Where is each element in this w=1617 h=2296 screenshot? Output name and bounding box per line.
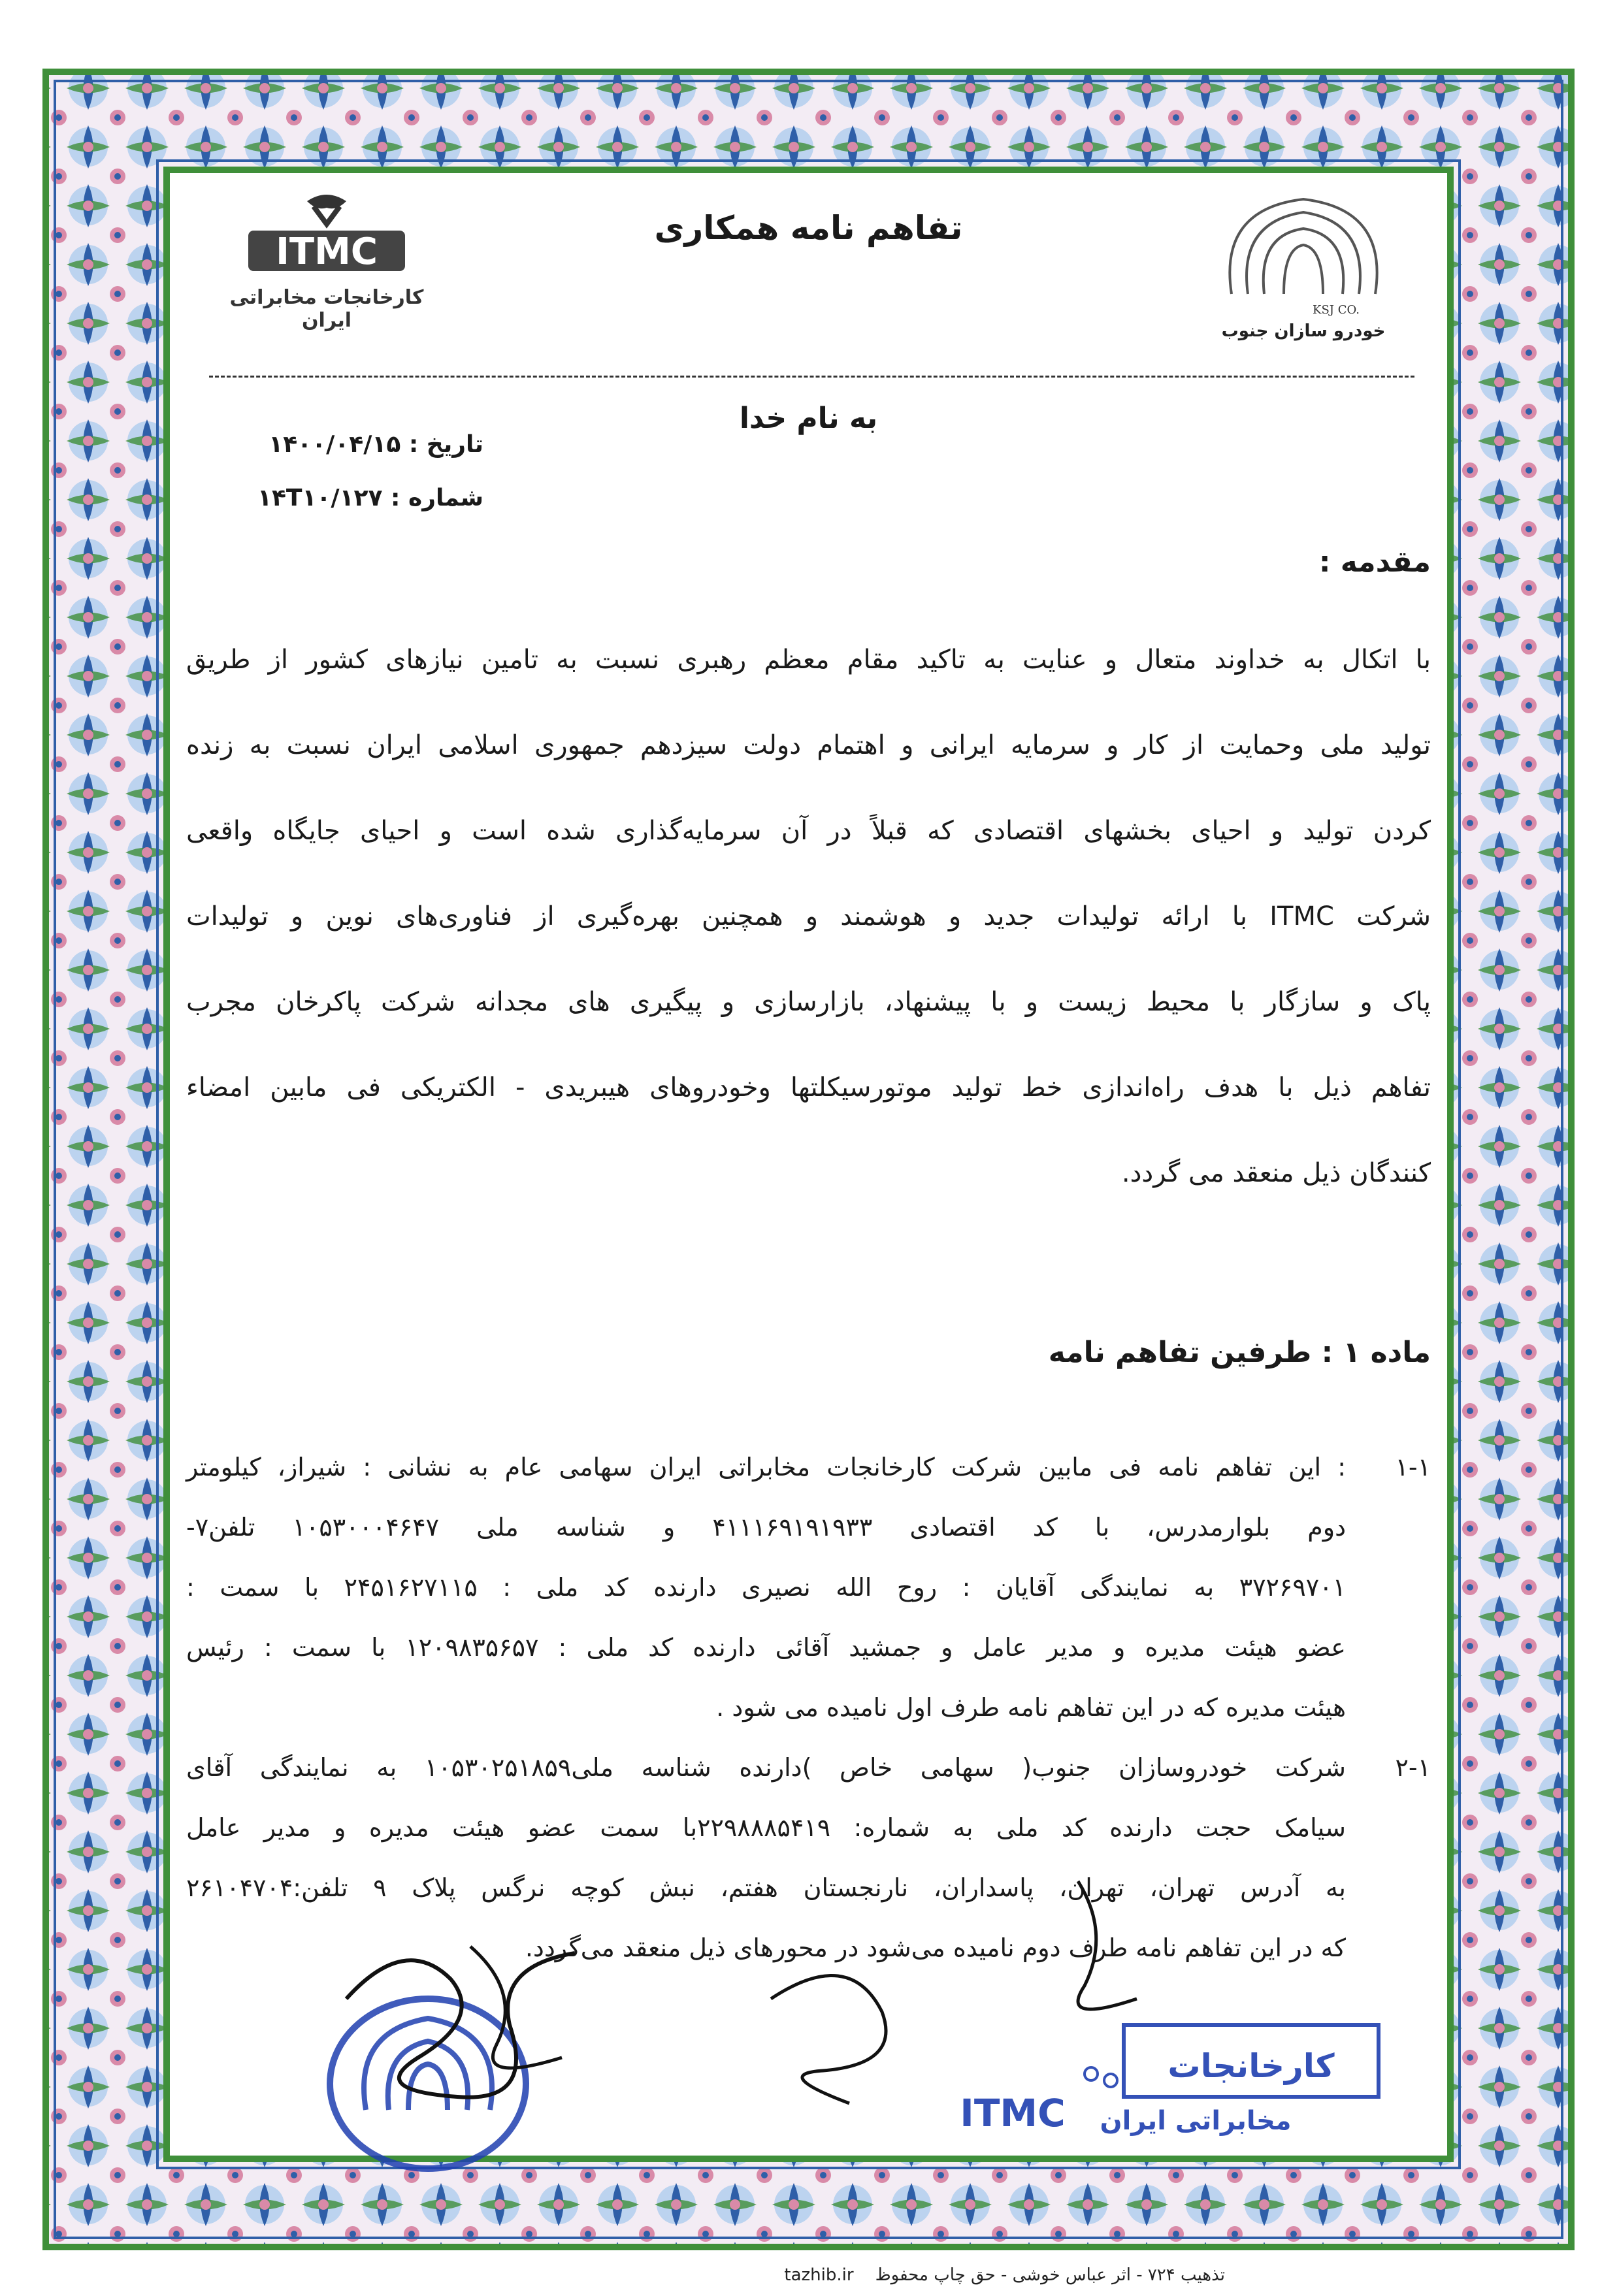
header-divider — [209, 376, 1414, 378]
clause-1-1 — [186, 1437, 1431, 1738]
clause-line: به آدرس تهران، تهران، پاسداران، نارنجستان هفتم، نبش کوچه نرگس پلاک ۹ تلفن:۲۶۱۰۴۷۰۴ — [186, 1873, 1346, 1902]
document-meta — [209, 418, 483, 525]
itmc-logo-caption: کارخانجات مخابراتی ایران — [229, 286, 424, 332]
document-body — [176, 176, 1441, 2149]
intro-line: پاک و سازگار با محیط زیست و با پیشنهاد، بازارسازی و پیگیری های مجدانه شرکت پاکرخان مجرب — [186, 987, 1431, 1017]
date-row — [209, 418, 483, 472]
clause-1-2 — [186, 1738, 1431, 1978]
number-value: ۱۴T۱۰/۱۲۷ — [257, 485, 383, 511]
ksj-logo-mark: KSJ CO. — [1313, 303, 1360, 317]
article-heading: ماده ۱ : طرفین تفاهم نامه — [1048, 1336, 1431, 1369]
itmc-logo-mark: ITMC — [276, 231, 378, 273]
clause-body — [186, 1437, 1346, 1738]
intro-line: کنندگان ذیل منعقد می گردد. — [1121, 1158, 1431, 1188]
intro-line: شرکت ITMC با ارائه تولیدات جدید و هوشمند و همچنین بهره‌گیری از فناوری‌های نوین و تولیدات — [186, 901, 1431, 931]
clause-number: ۱-۱ — [1395, 1453, 1431, 1481]
number-row — [209, 472, 483, 525]
date-value: ۱۴۰۰/۰۴/۱۵ — [269, 431, 401, 458]
number-label: شماره : — [391, 485, 483, 511]
itmc-stamp-text: کارخانجات — [1168, 2047, 1335, 2085]
itmc-stamp-mark: ITMC — [960, 2091, 1066, 2135]
clause-line: ۳۷۲۶۹۷۰۱ به نمایندگی آقایان : روح الله نصیری دارنده کد ملی : ۲۴۵۱۶۲۷۱۱۵ با سمت : — [186, 1573, 1346, 1602]
intro-line: تفاهم ذیل با هدف راه‌اندازی خط تولید موتورسیکلتها وخودروهای هیبریدی - الکتریکی فی مابین امضاء — [186, 1073, 1431, 1103]
intro-line: تولید ملی وحمایت از کار و سرمایه ایرانی و اهتمام دولت سیزدهم جمهوری اسلامی ایران نسبت به زنده — [186, 730, 1431, 760]
ksj-logo-caption: خودرو سازان جنوب — [1221, 321, 1386, 341]
intro-line: با اتکال به خداوند متعال و عنایت به تاکید مقام معظم رهبری نسبت به تامین نیازهای کشور از طریق — [186, 645, 1431, 675]
footer-credit: تذهیب ۷۲۴ - اثر عباس خوشی - حق چاپ محفوظ — [875, 2265, 1225, 2285]
clause-number: ۲-۱ — [1395, 1753, 1431, 1782]
clause-line: عضو هیئت مدیره و مدیر عامل و جمشید آقائی دارنده کد ملی : ۱۲۰۹۸۳۵۶۵۷ با سمت : رئیس — [186, 1633, 1346, 1662]
clause-line: : این تفاهم نامه فی مابین شرکت کارخانجات مخابراتی ایران سهامی عام به نشانی : شیراز، کیلومتر — [186, 1453, 1346, 1481]
clause-body — [186, 1738, 1346, 1978]
document-title: تفاهم نامه همکاری — [654, 209, 963, 247]
intro-paragraph — [186, 617, 1431, 1216]
clause-line: هیئت مدیره که در این تفاهم نامه طرف اول نامیده می شود . — [716, 1693, 1346, 1722]
intro-heading: مقدمه : — [1318, 545, 1431, 579]
clause-line: دوم بلوارمدرس، با کد اقتصادی ۴۱۱۱۶۹۱۹۱۹۳۳ و شناسه ملی ۱۰۵۳۰۰۰۴۶۴۷ تلفن۷- — [186, 1513, 1346, 1542]
intro-line: کردن تولید و احیای بخشهای اقتصادی که قبلاً در آن سرمایه‌گذاری شده است و احیای جایگاه واقعی — [186, 816, 1431, 846]
clause-line: سیامک حجت دارنده کد ملی به شماره: ۲۲۹۸۸۸۵۴۱۹با سمت عضو هیئت مدیره و مدیر عامل — [186, 1813, 1346, 1842]
date-label: تاریخ : — [408, 431, 483, 458]
ksj-logo — [1192, 183, 1414, 359]
ksj-emblem-icon — [1192, 183, 1414, 320]
footer-site: tazhib.ir — [784, 2265, 854, 2285]
basmala: به نام خدا — [739, 402, 878, 435]
clause-line: شرکت خودروسازان جنوب( سهامی خاص )دارنده شناسه ملی۱۰۵۳۰۲۵۱۸۵۹ به نمایندگی آقای — [186, 1753, 1346, 1782]
itmc-stamp-sub: مخابراتی ایران — [1100, 2106, 1292, 2136]
footer — [784, 2265, 1225, 2285]
clause-line: که در این تفاهم نامه طرف دوم نامیده می‌شود در محورهای ذیل منعقد می‌گردد. — [525, 1933, 1346, 1962]
